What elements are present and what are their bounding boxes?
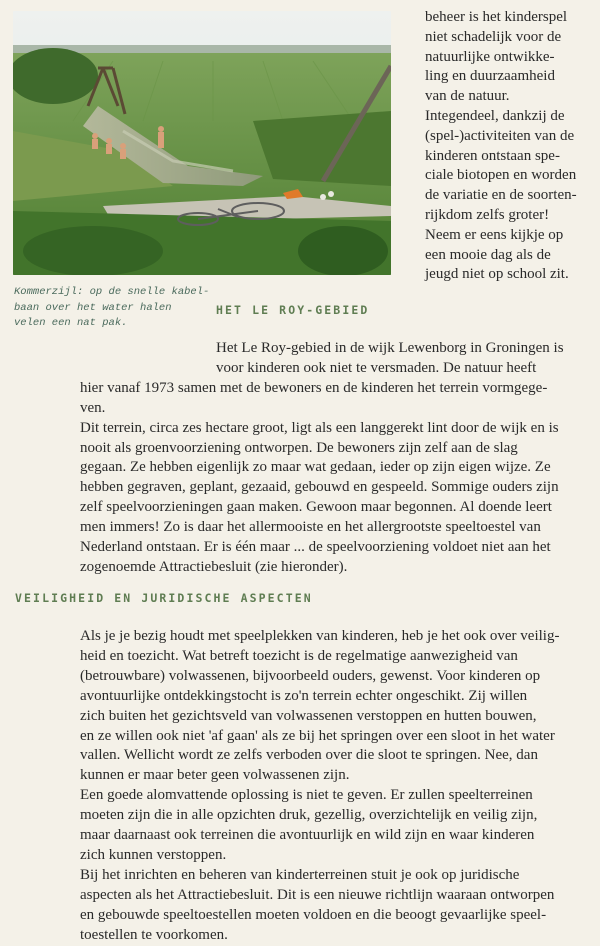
caption-line: velen een nat pak. [14,317,128,329]
paragraph-line: kunnen er maar beter geen volwassenen zijn. [80,767,350,784]
section-heading-veiligheid: VEILIGHEID EN JURIDISCHE ASPECTEN [15,591,313,605]
paragraph-line: (betrouwbare) volwassenen, bijvoorbeeld ouders, gewenst. Voor kinderen op [80,667,541,684]
photo-kommerzijl [13,11,391,275]
paragraph-line: zogenoemde Attractiebesluit (zie hieronder). [80,558,348,575]
side-line: van de natuur. [425,88,510,105]
paragraph-line: Het Le Roy-gebied in de wijk Lewenborg in Groningen is [216,340,564,356]
side-column-text [425,8,595,285]
paragraph-line: voor kinderen ook niet te versmaden. De natuur heeft [216,359,537,376]
side-line: niet schadelijk voor de [425,28,562,45]
paragraph-line: Een goede alomvattende oplossing is niet te geven. Er zullen speelterreinen [80,787,533,804]
paragraph-line: gegaan. Ze hebben eigenlijk zo maar wat gedaan, ieder op zijn eigen wijze. Ze [80,459,551,476]
side-line: kinderen ontstaan spe- [425,147,560,164]
caption-line: Kommerzijl: op de snelle kabel- [14,286,210,298]
side-line: natuurlijke ontwikke- [425,48,555,65]
paragraph-line: vallen. Wellicht wordt ze zelfs verboden over die sloot te springen. Nee, dan [80,747,538,764]
side-line: jeugd niet op school zit. [425,266,569,283]
photo-caption [14,285,210,332]
paragraph-line: aspecten als het Attractiebesluit. Dit is een nieuwe richtlijn waaraan ontworpen [80,886,555,903]
paragraph-line: en ze willen ook niet 'af gaan' als ze bij het springen over een sloot in het water [80,727,555,744]
paragraph-line: Als je je bezig houdt met speelplekken van kinderen, heb je het ook over veilig- [80,628,560,644]
paragraph-line: men immers! Zo is daar het allermooiste en het allergrootste speeltoestel van [80,519,541,536]
paragraph-line: nooit als groenvoorziening ontworpen. De bewoners zijn zelf aan de slag [80,439,518,456]
paragraph-line: zich kunnen verstoppen. [80,846,227,863]
side-line: beheer is het kinderspel [425,9,568,25]
side-line: de variatie en de soorten- [425,187,577,204]
side-line: Integendeel, dankzij de [425,107,565,124]
section-heading-le-roy: HET LE ROY-GEBIED [216,303,370,317]
paragraph-line: Bij het inrichten en beheren van kinderterreinen stuit je ook op juridische [80,866,520,883]
caption-line: baan over het water halen [14,301,172,314]
photo-illustration [13,11,391,275]
paragraph-line: zelf speelvoorzieningen gaan maken. Gewoon maar begonnen. Al doende leert [80,499,552,516]
paragraph-line: avontuurlijke ontdekkingstocht is zo'n terrein echter ongeschikt. Zij willen [80,687,528,704]
paragraph-line: Dit terrein, circa zes hectare groot, ligt als een langgerekt lint door de wijk en is [80,419,559,436]
paragraph-line: toestellen te voorkomen. [80,926,228,943]
paragraph-line: en gebouwde speeltoestellen moeten voldoen en die beoogt gevaarlijke speel- [80,906,547,923]
paragraph-line: zich buiten het gezichtsveld van volwassenen verstoppen en hutten bouwen, [80,707,537,724]
side-line: rijkdom zelfs groter! [425,206,550,223]
paragraph-line: moeten zijn die in alle opzichten druk, gezellig, overzichtelijk en veilig zijn, [80,807,538,824]
paragraph-line: maar daarnaast ook terreinen die avontuurlijk en wild zijn en waar kinderen [80,827,535,844]
paragraph-line: hebben gegraven, geplant, gezaaid, gebouwd en gespeeld. Sommige ouders zijn [80,479,559,496]
side-line: (spel-)activiteiten van de [425,127,575,144]
section-le-roy-body [80,339,590,578]
side-line: ling en duurzaamheid [425,68,555,85]
side-line: een mooie dag als de [425,246,551,263]
paragraph-line: heid en toezicht. Wat betreft toezicht is de regelmatige aanwezigheid van [80,647,518,664]
paragraph-line: Nederland ontstaan. Er is één maar ... de speelvoorziening voldoet niet aan het [80,539,551,556]
side-line: ciale biotopen en worden [425,167,577,184]
paragraph-line: ven. [80,399,106,416]
section-veiligheid-body [80,627,590,946]
side-line: Neem er eens kijkje op [425,226,564,243]
paragraph-line: hier vanaf 1973 samen met de bewoners en de kinderen het terrein vormgege- [80,379,548,396]
